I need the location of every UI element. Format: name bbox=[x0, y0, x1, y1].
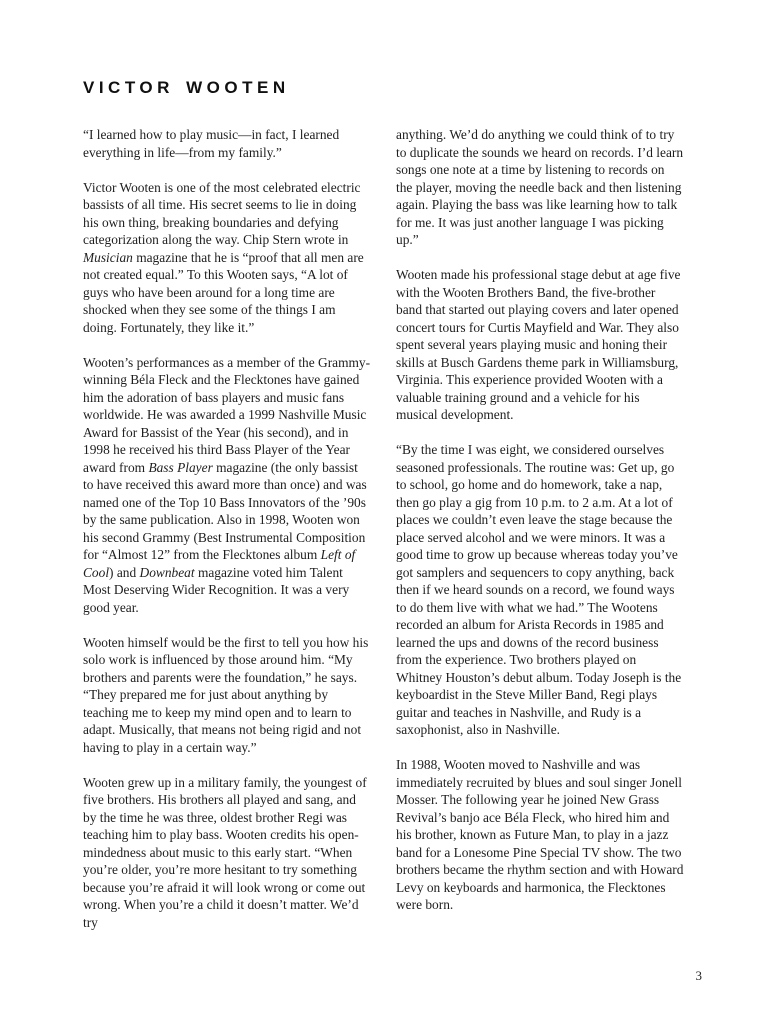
paragraph bbox=[396, 266, 684, 424]
paragraph bbox=[83, 179, 371, 337]
body-text: In 1988, Wooten moved to Nashville and was immediately recruited by blues and soul singer Jonell Mosser. The following year he joined New Grass Revival’s banjo ace Béla Fleck, who hired him and his brother, known as Future Man, to play in a jazz band for a Lonesome Pine Special TV show. The two brothers became the rhythm section and with Howard Levy on keyboards and harmonica, the Flecktones were born. bbox=[396, 757, 684, 912]
paragraph bbox=[83, 774, 371, 932]
body-text: Wooten made his professional stage debut at age five with the Wooten Brothers Band, the five-brother band that started out playing covers and later opened concert tours for Curtis Mayfield and War. They also spent several years playing music and honing their skills at Busch Gardens theme park in Williamsburg, Virginia. This experience provided Wooten with a valuable training ground and a vehicle for his musical development. bbox=[396, 267, 681, 422]
page-number: 3 bbox=[695, 968, 702, 983]
italic-text: Bass Player bbox=[148, 459, 213, 475]
body-text: Wooten’s performances as a member of the Grammy-winning Béla Fleck and the Flecktones have gained him the adoration of bass players and music fans worldwide. He was awarded a 1999 Nashville Music Award for Bassist of the Year (his second), and in 1998 he received his third Bass Player of the Year award from bbox=[83, 354, 371, 475]
body-text: Wooten grew up in a military family, the youngest of five brothers. His brothers all played and sang, and by the time he was three, oldest brother Regi was teaching him to play bass. Wooten credits his open-mindedness about music to this early start. “When you’re older, you’re more hesitant to try something because you’re afraid it will look wrong or come out wrong. When you’re a child it doesn’t matter. We’d try bbox=[83, 774, 367, 930]
paragraph bbox=[396, 441, 684, 739]
italic-text: Downbeat bbox=[139, 564, 195, 580]
paragraph bbox=[83, 354, 371, 617]
paragraph bbox=[83, 634, 371, 757]
column-right bbox=[396, 126, 684, 931]
body-text: magazine that he is “proof that all men are not created equal.” To this Wooten says, “A lot of guys who have been around for a long time are shocked when they see some of the things I am doing. Fortunately, they like it.” bbox=[83, 249, 364, 335]
paragraph bbox=[396, 756, 684, 914]
paragraph bbox=[396, 126, 684, 249]
body-text: magazine voted him Talent Most Deserving Wider Recognition. It was a very good year. bbox=[83, 564, 350, 615]
body-text: ) and bbox=[109, 564, 140, 580]
body-text: Wooten himself would be the first to tell you how his solo work is influenced by those around him. “My brothers and parents were the foundation,” he says. “They prepared me for just about anything by teaching me to keep my mind open and to learn to adapt. Musically, that means not being rigid and not having to play in a certain way.” bbox=[83, 634, 369, 755]
body-text: Victor Wooten is one of the most celebrated electric bassists of all time. His secret seems to lie in doing his own thing, breaking boundaries and defying categorization along the way. Chip Stern wrote in bbox=[83, 179, 361, 247]
body-text: “By the time I was eight, we considered ourselves seasoned professionals. The routine was: Get up, go to school, go home and do homework, take a nap, then go play a gig from 10 p.m. to 2 a.m. At a lot of places we couldn’t even leave the stage because the place served alcohol and we were minors. It was a good time to grow up because whereas today you’ve got samplers and sequencers to copy anything, back then if we heard sounds on a record, we found ways to do them live with what we had.” The Wootens recorded an album for Arista Records in 1985 and learned the ups and downs of the record business from the experience. Two brothers played on Whitney Houston’s debut album. Today Joseph is the keyboardist in the Steve Miller Band, Regi plays guitar and teaches in Nashville, and Rudy is a saxophonist, also in Nashville. bbox=[396, 442, 682, 737]
body-text: “I learned how to play music—in fact, I learned everything in life—from my family.” bbox=[83, 127, 340, 160]
article-columns bbox=[83, 126, 685, 931]
italic-text: Musician bbox=[83, 249, 133, 265]
page-title: VICTOR WOOTEN bbox=[83, 78, 290, 97]
paragraph bbox=[83, 126, 371, 161]
body-text: magazine (the only bassist to have received this award more than once) and was named one of the Top 10 Bass Innovators of the ’90s by the same publication. Also in 1998, Wooten won his second Grammy (Best Instrumental Composition for “Almost 12” from the Flecktones album bbox=[83, 459, 367, 562]
column-left bbox=[83, 126, 371, 931]
body-text: anything. We’d do anything we could think of to try to duplicate the sounds we heard on records. I’d learn songs one note at a time by listening to records on the player, moving the needle back and then listening again. Playing the bass was like learning how to talk for me. It was just another language I was picking up.” bbox=[396, 127, 684, 247]
italic-text: Left of Cool bbox=[83, 547, 356, 580]
